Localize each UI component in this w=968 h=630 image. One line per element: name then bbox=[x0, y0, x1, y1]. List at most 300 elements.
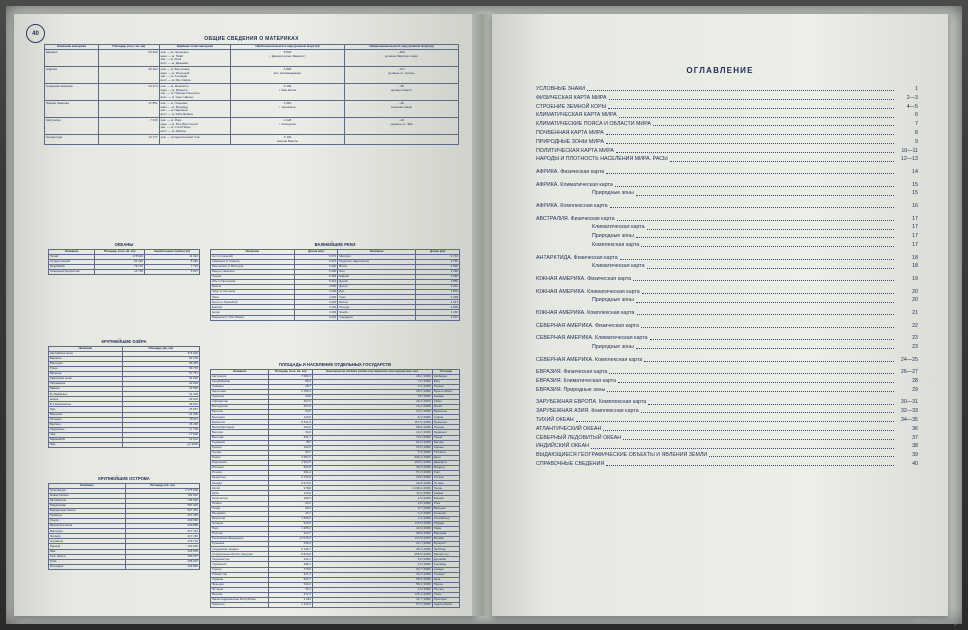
state-capital: Таллин bbox=[432, 587, 459, 592]
river-name: Печора bbox=[338, 305, 416, 310]
state-population: 29,8 (1996) bbox=[312, 481, 432, 486]
state-capital: Тбилиси bbox=[432, 450, 459, 455]
islands-block bbox=[48, 476, 200, 570]
toc-entry[interactable] bbox=[536, 169, 918, 176]
toc-entry-page: 40 bbox=[912, 461, 918, 468]
state-capital: Буэнос-Айрес bbox=[432, 389, 459, 394]
col-name: Название bbox=[49, 346, 123, 351]
lake-area: 29 604 bbox=[122, 397, 199, 402]
lake-area: до 9300 bbox=[122, 442, 199, 447]
state-area: 1 904,5 bbox=[269, 460, 312, 465]
river-name: Хуанхэ bbox=[211, 274, 295, 279]
island-area: 2 175 600 bbox=[125, 488, 199, 493]
toc-entry-page: 32—33 bbox=[900, 408, 918, 415]
state-population: 157,9 (1996) bbox=[312, 420, 432, 425]
table-row bbox=[45, 135, 459, 145]
continent-lowest-point: –405 уровень Мёртвого моря bbox=[344, 50, 458, 67]
island-name: Куба bbox=[49, 559, 126, 564]
state-name: Бразилия bbox=[211, 420, 269, 425]
river-length: 5 464 bbox=[294, 274, 338, 279]
river-length: 2 428 bbox=[416, 295, 460, 300]
state-area: 9 598 bbox=[269, 486, 312, 491]
continent-highest-point: 6 194 г. Мак-Кинли bbox=[231, 84, 345, 101]
state-area: 86,6 bbox=[269, 379, 312, 384]
lake-name: Эри bbox=[49, 407, 123, 412]
state-population: 41,7 (1996) bbox=[312, 598, 432, 603]
state-name: Куба bbox=[211, 491, 269, 496]
open-book bbox=[6, 6, 962, 624]
state-name: Канада bbox=[211, 481, 269, 486]
col-name-2: Название bbox=[338, 249, 416, 254]
toc-entry[interactable] bbox=[536, 443, 918, 450]
toc-entry[interactable] bbox=[536, 156, 918, 163]
ocean-area: 91 330 bbox=[95, 259, 145, 264]
state-capital: Варшава bbox=[432, 532, 459, 537]
toc-entry[interactable] bbox=[536, 139, 918, 146]
toc-entry[interactable] bbox=[536, 148, 918, 155]
toc-entry[interactable] bbox=[536, 182, 918, 189]
continent-lowest-point: –16 уровень оз. Эйр bbox=[344, 118, 458, 135]
toc-entry-label: Климатическая карта bbox=[592, 263, 645, 270]
toc-entry-page: 15 bbox=[912, 181, 918, 188]
island-area: 217 415 bbox=[125, 529, 199, 534]
lake-area: 374 000 bbox=[122, 351, 199, 356]
toc-entry[interactable] bbox=[536, 216, 918, 223]
col-name: Название bbox=[211, 369, 269, 374]
river-name: Евфрат bbox=[338, 274, 416, 279]
toc-leader-dots bbox=[619, 117, 894, 118]
toc-entry-label: ЕВРАЗИЯ. Физическая карта bbox=[536, 369, 608, 376]
river-name: Сырдарья bbox=[338, 315, 416, 320]
left-page bbox=[14, 14, 476, 616]
toc-entry[interactable] bbox=[536, 335, 918, 342]
toc-leader-dots bbox=[641, 412, 894, 413]
toc-entry[interactable] bbox=[536, 369, 918, 376]
river-length: 4 241 bbox=[294, 315, 338, 320]
toc-entry[interactable] bbox=[536, 112, 918, 119]
continent-name: Африка bbox=[45, 67, 99, 84]
state-area: 93,0 bbox=[269, 430, 312, 435]
lake-area: 82 103 bbox=[122, 356, 199, 361]
lake-name: Аральское море bbox=[49, 376, 123, 381]
lake-name: Ньяса bbox=[49, 397, 123, 402]
toc-entry-page: 28 bbox=[912, 378, 918, 385]
river-name: Инд bbox=[338, 269, 416, 274]
islands-title: КРУПНЕЙШИЕ ОСТРОВА bbox=[98, 476, 150, 481]
toc-leader-dots bbox=[623, 439, 894, 440]
state-name: Румыния bbox=[211, 542, 269, 547]
state-population: 16,5 (1996) bbox=[312, 476, 432, 481]
toc-entry[interactable] bbox=[536, 242, 918, 249]
island-name: Великобритания bbox=[49, 524, 126, 529]
lake-name: Байкал bbox=[49, 387, 123, 392]
toc-entry[interactable] bbox=[536, 289, 918, 296]
toc-entry[interactable] bbox=[536, 323, 918, 330]
state-capital: Лима bbox=[432, 526, 459, 531]
state-population: 23,9 (1996) bbox=[312, 526, 432, 531]
toc-entry[interactable] bbox=[536, 310, 918, 317]
state-area: 301,2 bbox=[269, 471, 312, 476]
continent-lowest-point bbox=[344, 135, 458, 145]
state-capital: Киев bbox=[432, 577, 459, 582]
state-name: Франция bbox=[211, 582, 269, 587]
toc-entry-label: ЮЖНАЯ АМЕРИКА. Комплексная карта bbox=[536, 310, 635, 317]
toc-entry-label: АВСТРАЛИЯ. Физическая карта bbox=[536, 215, 615, 222]
island-area: 507 451 bbox=[125, 508, 199, 513]
island-name: Виктория bbox=[49, 529, 126, 534]
toc-entry[interactable] bbox=[536, 95, 918, 102]
lake-name: Б. Невольничье bbox=[49, 402, 123, 407]
toc-entry-label: ПОЧВЕННАЯ КАРТА МИРА bbox=[536, 129, 604, 136]
river-name: Урал bbox=[338, 295, 416, 300]
state-name: Азербайджан bbox=[211, 379, 269, 384]
toc-entry[interactable] bbox=[536, 86, 918, 93]
state-capital: Москва bbox=[432, 537, 459, 542]
toc-leader-dots bbox=[647, 229, 894, 230]
toc-leader-dots bbox=[606, 173, 894, 174]
toc-entry-label: ТИХИЙ ОКЕАН bbox=[536, 417, 574, 424]
toc-entry-page: 12—13 bbox=[900, 156, 918, 163]
state-population: 11,0 (1996) bbox=[312, 491, 432, 496]
state-area: 65,3 bbox=[269, 506, 312, 511]
river-name: Днепр bbox=[338, 285, 416, 290]
state-area: 1 285,2 bbox=[269, 526, 312, 531]
toc-entry-label: АФРИКА. Физическая карта bbox=[536, 168, 605, 175]
col-name-1: Название bbox=[211, 249, 295, 254]
toc-entry[interactable] bbox=[536, 435, 918, 442]
state-name: Германия bbox=[211, 440, 269, 445]
state-capital: Абуджа bbox=[432, 521, 459, 526]
toc-entry[interactable] bbox=[536, 276, 918, 283]
toc-entry-page: 26—27 bbox=[900, 369, 918, 376]
state-area: 207,6 bbox=[269, 399, 312, 404]
river-length: 6 420 bbox=[294, 264, 338, 269]
state-area: 238,4 bbox=[269, 542, 312, 547]
toc-entry-page: 18 bbox=[912, 263, 918, 270]
toc-entry-page: 17 bbox=[912, 224, 918, 231]
toc-entry-page: 10—11 bbox=[901, 147, 918, 154]
continent-extreme-points: сев. — м. Челюскин южн. — м. Пиай зап. — м. Рока вост. — м. Дежнёва bbox=[159, 50, 231, 67]
toc-entry-label: ФИЗИЧЕСКАЯ КАРТА МИРА bbox=[536, 94, 607, 101]
toc-entry-label: ЕВРАЗИЯ. Природные зоны bbox=[536, 386, 606, 393]
state-population: 10,2 (1996) bbox=[312, 430, 432, 435]
continent-extreme-points: сев. — Антарктический п-ов bbox=[159, 135, 231, 145]
state-name: Молдавия bbox=[211, 511, 269, 516]
state-capital: Кабул bbox=[432, 399, 459, 404]
lake-name: Маракайбо bbox=[49, 437, 123, 442]
state-population: 4,3 (1996) bbox=[312, 511, 432, 516]
toc-leader-dots bbox=[610, 207, 894, 208]
toc-entry[interactable] bbox=[536, 417, 918, 424]
state-population: 4,6 (1996) bbox=[312, 496, 432, 501]
col-depth: Наибольшая глубина (м) bbox=[144, 249, 199, 254]
toc-entry-label: ПРИРОДНЫЕ ЗОНЫ МИРА bbox=[536, 138, 604, 145]
ocean-name: Северный Ледовитый bbox=[49, 269, 95, 274]
state-population: 10,2 (1996) bbox=[312, 405, 432, 410]
state-capital: Кишинёв bbox=[432, 511, 459, 516]
river-name: Миссури bbox=[338, 254, 416, 259]
continent-extreme-points: сев. — м. Йорк южн. — м. Юго-Восточный зап. — м. Стип-Пойнт вост. — м. Байрон bbox=[159, 118, 231, 135]
toc-leader-dots bbox=[644, 361, 894, 362]
lake-name: Виктория bbox=[49, 361, 123, 366]
toc-entry-label: ПОЛИТИЧЕСКАЯ КАРТА МИРА bbox=[536, 147, 614, 154]
state-area: 2 780,4 bbox=[269, 389, 312, 394]
river-name: Конго (с Луалабой) bbox=[211, 300, 295, 305]
state-capital: Рига bbox=[432, 501, 459, 506]
continent-area: 24 374 bbox=[98, 84, 159, 101]
state-name: Нигерия bbox=[211, 521, 269, 526]
state-area: 1 104,3 bbox=[269, 603, 312, 608]
state-name: Индонезия bbox=[211, 460, 269, 465]
lake-area: 69 483 bbox=[122, 361, 199, 366]
state-capital: Эр-Рияд bbox=[432, 547, 459, 552]
toc-entry-label: АФРИКА. Климатическая карта bbox=[536, 181, 613, 188]
toc-entry[interactable] bbox=[536, 190, 918, 197]
toc-entry[interactable] bbox=[536, 452, 918, 459]
state-name: Бельгия bbox=[211, 410, 269, 415]
river-name: Волга bbox=[338, 264, 416, 269]
state-population: 10,5 (1996) bbox=[312, 445, 432, 450]
river-length: 6 437 bbox=[294, 259, 338, 264]
state-population: 62,7 (1996) bbox=[312, 567, 432, 572]
state-capital: Париж bbox=[432, 582, 459, 587]
table-row bbox=[45, 101, 459, 118]
state-capital: Тирана bbox=[432, 384, 459, 389]
toc-entry-label: Природные зоны bbox=[592, 233, 634, 240]
toc-entry[interactable] bbox=[536, 357, 918, 364]
lake-name: Онтарио bbox=[49, 417, 123, 422]
state-population: 22,7 (1996) bbox=[312, 542, 432, 547]
toc-entry-page: 19 bbox=[912, 276, 918, 283]
state-population: 39,2 (1996) bbox=[312, 465, 432, 470]
state-population: 57,2 (1996) bbox=[312, 471, 432, 476]
continent-extreme-points: сев. — м. Бен-Секка южн. — м. Игольный зап. — м. Альмади вост. — м. Рас-Хафун bbox=[159, 67, 231, 84]
rivers-title: ВАЖНЕЙШИЕ РЕКИ bbox=[314, 242, 356, 247]
toc-entry-label: СЕВЕРНАЯ АМЕРИКА. Климатическая карта bbox=[536, 335, 648, 342]
state-area: 198,5 bbox=[269, 496, 312, 501]
lake-area: 32 900 bbox=[122, 382, 199, 387]
toc-leader-dots bbox=[648, 404, 894, 405]
island-name: Исландия bbox=[49, 564, 126, 569]
toc-entry-page: 23 bbox=[912, 335, 918, 342]
state-capital: Аддис-Абеба bbox=[432, 603, 459, 608]
state-population: 147,5 (1997) bbox=[312, 537, 432, 542]
state-capital: Лондон bbox=[432, 425, 459, 430]
ocean-depth: 11 022 bbox=[144, 254, 199, 259]
toc-entry-label: АФРИКА. Комплексная карта bbox=[536, 203, 608, 209]
state-population: 18,2 (1996) bbox=[312, 374, 432, 379]
toc-entry-page: 29 bbox=[912, 386, 918, 393]
island-area: 734 000 bbox=[125, 498, 199, 503]
state-name: Эфиопия bbox=[211, 603, 269, 608]
col-name: Название bbox=[49, 249, 95, 254]
continent-area: 7 615 bbox=[98, 118, 159, 135]
state-capital: Бразилиа bbox=[432, 420, 459, 425]
col-name: Название bbox=[49, 483, 126, 488]
col-high: Наибольшая высота над уровнем моря (м) bbox=[231, 44, 345, 50]
ocean-area: 178 620 bbox=[95, 254, 145, 259]
toc-leader-dots bbox=[608, 108, 894, 109]
river-length: 6 300 bbox=[294, 269, 338, 274]
toc-entry[interactable] bbox=[536, 399, 918, 406]
state-population: 18,2 (1997) bbox=[312, 399, 432, 404]
state-name: Соединённые Штаты Америки bbox=[211, 552, 269, 557]
island-name: Гренландия bbox=[49, 488, 126, 493]
toc-entry-page: 24—25 bbox=[900, 356, 918, 363]
lake-area: 18 430 bbox=[122, 422, 199, 427]
lake-name: Эйр bbox=[49, 442, 123, 447]
col-points: Крайние точки материка bbox=[159, 44, 231, 50]
toc-title: ОГЛАВЛЕНИЕ bbox=[686, 66, 754, 75]
state-name: Перу bbox=[211, 526, 269, 531]
toc-entry[interactable] bbox=[536, 121, 918, 128]
toc-entry-page: 21 bbox=[912, 310, 918, 317]
island-name: Сев. Земля bbox=[49, 554, 126, 559]
toc-entry-label: УСЛОВНЫЕ ЗНАКИ bbox=[536, 86, 586, 92]
states-block bbox=[210, 362, 460, 608]
state-population: 23,2 (1996) bbox=[312, 572, 432, 577]
lake-name: Танганьика bbox=[49, 382, 123, 387]
toc-entry[interactable] bbox=[536, 461, 918, 468]
continent-lowest-point: –42 Салинас-Чикас bbox=[344, 101, 458, 118]
toc-entry-label: Комплексная карта bbox=[592, 242, 640, 248]
state-name: Казахстан bbox=[211, 476, 269, 481]
state-capital: Душанбе bbox=[432, 557, 459, 562]
col-population: Население (в скобках указан год переписи или оценки) млн чел. bbox=[312, 369, 432, 374]
col-low: Наименьшая высота над уровнем моря (м) bbox=[344, 44, 458, 50]
state-area: 33,7 bbox=[269, 511, 312, 516]
ocean-area: 76 170 bbox=[95, 264, 145, 269]
state-area: 132,0 bbox=[269, 445, 312, 450]
toc-entry[interactable] bbox=[536, 387, 918, 394]
state-name: Таджикистан bbox=[211, 557, 269, 562]
state-name: Италия bbox=[211, 471, 269, 476]
continent-highest-point: 6 960 г. Аконкагуа bbox=[231, 101, 345, 118]
col-length-1: Длина (км) bbox=[294, 249, 338, 254]
state-area: 1 221 bbox=[269, 598, 312, 603]
toc-entry-label: ЗАРУБЕЖНАЯ АЗИЯ. Комплексная карта bbox=[536, 408, 639, 415]
toc-entry[interactable] bbox=[536, 263, 918, 270]
state-name: Афганистан bbox=[211, 399, 269, 404]
toc-entry[interactable] bbox=[536, 426, 918, 433]
toc-entry[interactable] bbox=[536, 233, 918, 240]
toc-entry[interactable] bbox=[536, 344, 918, 351]
state-population: 7,5 (1996) bbox=[312, 379, 432, 384]
river-length: 4 102 bbox=[294, 305, 338, 310]
toc-leader-dots bbox=[615, 186, 894, 187]
toc-entry[interactable] bbox=[536, 130, 918, 137]
state-area: 3 287,6 bbox=[269, 455, 312, 460]
state-name: Аргентина bbox=[211, 389, 269, 394]
state-area: 372,2 bbox=[269, 592, 312, 597]
state-name: Эстония bbox=[211, 587, 269, 592]
table-row bbox=[45, 118, 459, 135]
toc-entry[interactable] bbox=[536, 378, 918, 385]
col-area: Площадь (тыс. кв. км) bbox=[269, 369, 312, 374]
toc-entry-page: 23 bbox=[912, 344, 918, 351]
toc-entry-label: СЕВЕРНАЯ АМЕРИКА. Физическая карта bbox=[536, 322, 639, 329]
continent-highest-point: 5 895 влк. Килиманджаро bbox=[231, 67, 345, 84]
state-population: 5,9 (1996) bbox=[312, 557, 432, 562]
state-population: 1 238,4 (1996) bbox=[312, 486, 432, 491]
river-name: Миссисипи (с Миссури) bbox=[211, 264, 295, 269]
state-name: Великобритания bbox=[211, 425, 269, 430]
state-population: 8,4 (1996) bbox=[312, 415, 432, 420]
state-name: Турция bbox=[211, 567, 269, 572]
island-name: Мадагаскар bbox=[49, 503, 126, 508]
table-row bbox=[49, 269, 200, 274]
state-area: 143,1 bbox=[269, 557, 312, 562]
lake-name: Виннипег bbox=[49, 412, 123, 417]
toc-entry[interactable] bbox=[536, 297, 918, 304]
toc-entry-label: СЕВЕРНАЯ АМЕРИКА. Комплексная карта bbox=[536, 356, 643, 363]
state-population: 57,2 (1996) bbox=[312, 603, 432, 608]
toc-entry-label: ИНДИЙСКИЙ ОКЕАН bbox=[536, 443, 589, 450]
state-name: Греция bbox=[211, 445, 269, 450]
state-area: 447,4 bbox=[269, 572, 312, 577]
toc-entry[interactable] bbox=[536, 203, 918, 210]
toc-entry[interactable] bbox=[536, 255, 918, 262]
state-population: 125,4 (1996) bbox=[312, 592, 432, 597]
toc-entry-page: 16 bbox=[912, 203, 918, 209]
river-name: Нил (с Кагерой) bbox=[211, 254, 295, 259]
island-area: 105 007 bbox=[125, 554, 199, 559]
lake-area: 25 667 bbox=[122, 407, 199, 412]
continent-name: Южная Америка bbox=[45, 101, 99, 118]
toc-entry-label: СЕВЕРНЫЙ ЛЕДОВИТЫЙ ОКЕАН bbox=[536, 434, 622, 441]
state-capital: Джакарта bbox=[432, 460, 459, 465]
state-population: 3,8 (1996) bbox=[312, 394, 432, 399]
continents-title: ОБЩИЕ СВЕДЕНИЯ О МАТЕРИКАХ bbox=[204, 36, 299, 42]
col-length-2: Длина (км) bbox=[416, 249, 460, 254]
rivers-block bbox=[210, 242, 460, 321]
state-population: 3,7 (1996) bbox=[312, 506, 432, 511]
river-name: Дунай bbox=[338, 279, 416, 284]
toc-entry[interactable] bbox=[536, 408, 918, 415]
toc-entry-page: 1 bbox=[915, 86, 918, 92]
toc-entry-page: 36 bbox=[912, 425, 918, 432]
state-name: Япония bbox=[211, 592, 269, 597]
state-name: Болгария bbox=[211, 415, 269, 420]
toc-leader-dots bbox=[636, 195, 894, 196]
state-population: 5,4 (1996) bbox=[312, 450, 432, 455]
toc-entry-page: 7 bbox=[915, 121, 918, 128]
river-name: Енисей bbox=[211, 305, 295, 310]
island-area: 150 650 bbox=[125, 544, 199, 549]
river-length: 2 850 bbox=[416, 279, 460, 284]
state-area: 110,9 bbox=[269, 415, 312, 420]
toc-entry[interactable] bbox=[536, 224, 918, 231]
state-capital: Рим bbox=[432, 471, 459, 476]
island-area: 126 500 bbox=[125, 549, 199, 554]
table-row bbox=[45, 84, 459, 101]
toc-entry-page: 4—5 bbox=[906, 103, 918, 110]
lake-name: Верхнее bbox=[49, 356, 123, 361]
toc-entry[interactable] bbox=[536, 104, 918, 111]
continents-table bbox=[44, 44, 459, 145]
state-population: 75,2 (1996) bbox=[312, 435, 432, 440]
state-name: Австралия bbox=[211, 374, 269, 379]
toc-leader-dots bbox=[606, 134, 894, 135]
toc-leader-dots bbox=[603, 430, 894, 431]
toc-entry-label: ЮЖНАЯ АМЕРИКА. Физическая карта bbox=[536, 276, 632, 283]
state-capital: Улан-Батор bbox=[432, 516, 459, 521]
state-capital: Брюссель bbox=[432, 410, 459, 415]
state-name: Белоруссия bbox=[211, 405, 269, 410]
state-capital: Бухарест bbox=[432, 542, 459, 547]
state-population: 38,5 (1996) bbox=[312, 532, 432, 537]
toc-leader-dots bbox=[620, 259, 894, 260]
